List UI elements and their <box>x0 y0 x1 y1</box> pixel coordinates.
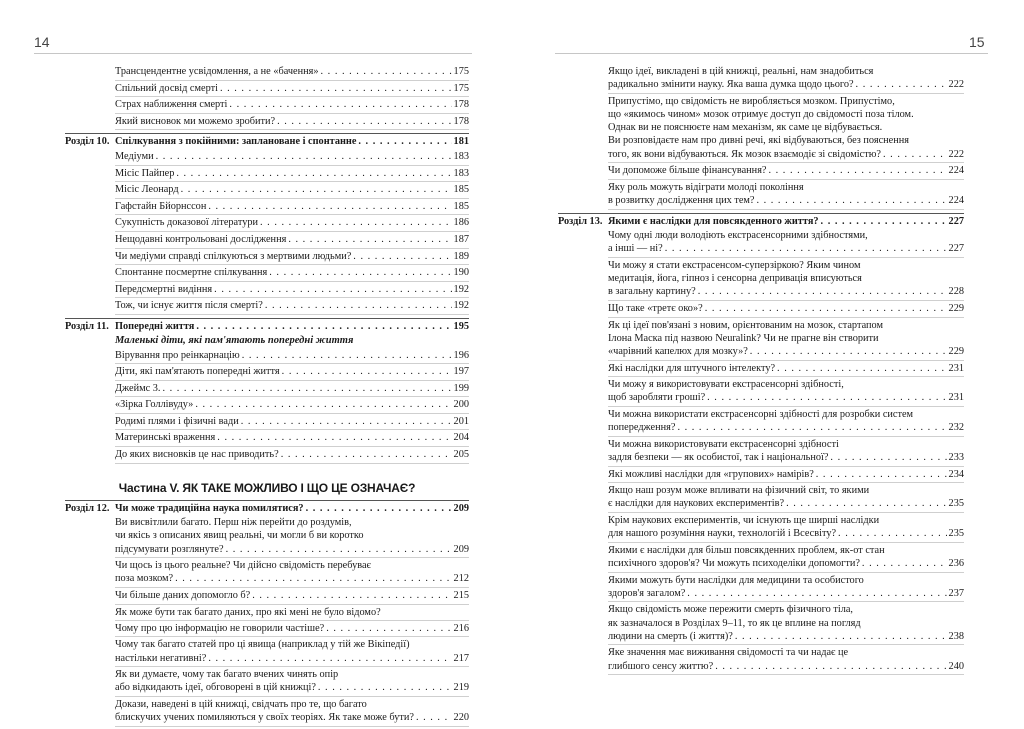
entry-title: поза мозком? <box>115 573 174 585</box>
entry-page: 236 <box>948 557 964 569</box>
toc-entry[interactable] <box>115 637 469 667</box>
entry-title: Нещодавні контрольовані дослідження <box>115 233 287 245</box>
dot-leader <box>816 468 947 482</box>
entry-line: Однак ви не пояснюєте нам механізм, як саме це відбувається. <box>608 122 883 134</box>
chapter-heading[interactable] <box>65 500 469 516</box>
left-header-rule <box>34 53 472 54</box>
chapter-page: 181 <box>453 136 469 148</box>
dot-leader <box>830 451 946 465</box>
toc-entry[interactable] <box>115 430 469 447</box>
entry-line: Чи можна використовувати екстрасенсорні здібності <box>608 438 839 450</box>
entry-page: 240 <box>948 660 964 672</box>
toc-entry[interactable] <box>115 697 469 727</box>
entry-page: 215 <box>453 590 469 602</box>
chapter-heading[interactable] <box>65 133 469 149</box>
entry-line: Якщо наш розум може впливати на фізичний світ, то якими <box>608 485 870 497</box>
toc-entry[interactable] <box>608 467 964 484</box>
entry-line: Припустімо, що свідомість не виробляється мозком. Припустімо, <box>608 95 895 107</box>
entry-title: радикально змінити науку. Яка ваша думка щодо цього? <box>608 79 854 91</box>
toc-entry[interactable] <box>115 515 469 558</box>
entry-title: Діти, які пам'ятають попередні життя <box>115 366 280 378</box>
toc-entry[interactable] <box>115 249 469 266</box>
entry-title: Який висновок ми можемо зробити? <box>115 115 276 127</box>
entry-page: 185 <box>453 184 469 196</box>
chapter-label: Розділ 12. <box>65 502 110 514</box>
dot-leader <box>241 415 452 429</box>
chapter-label: Розділ 10. <box>65 136 110 148</box>
dot-leader <box>750 345 947 359</box>
dot-leader <box>195 398 451 412</box>
dot-leader <box>226 543 452 557</box>
dot-leader <box>175 572 451 586</box>
entry-line: Чи щось із цього реальне? Чи дійсно свідомість перебуває <box>115 560 371 572</box>
entry-page: 192 <box>453 283 469 295</box>
entry-line: Як ви думаєте, чому так багато вчених чинять опір <box>115 669 339 681</box>
entry-page: 204 <box>453 432 469 444</box>
dot-leader <box>358 135 451 149</box>
dot-leader <box>208 652 451 666</box>
entry-title: Сукупність доказової літератури <box>115 217 259 229</box>
toc-entry[interactable] <box>608 437 964 467</box>
chapter-label: Розділ 13. <box>558 215 603 227</box>
entry-page: 222 <box>948 148 964 160</box>
entry-line: Чи можу я стати екстрасенсом-суперзіркою? Яким чином <box>608 259 861 271</box>
toc-entry[interactable] <box>115 414 469 431</box>
entry-line: чи якісь з описаних явищ реальні, чи могли б ви коротко <box>115 530 364 542</box>
toc-entry[interactable] <box>115 182 469 199</box>
dot-leader <box>217 431 451 445</box>
dot-leader <box>838 527 947 541</box>
dot-leader <box>265 299 452 313</box>
left-page-number: 14 <box>34 34 50 50</box>
dot-leader <box>306 502 452 516</box>
entry-line: Ви розповідаєте нам про дивні речі, які відбуваються, без пояснення <box>608 135 910 147</box>
toc-entry[interactable] <box>608 543 964 573</box>
toc-entry[interactable] <box>608 180 964 210</box>
dot-leader <box>786 497 946 511</box>
entry-title: глибшого сенсу життю? <box>608 660 714 672</box>
entry-line: Ви висвітлили багато. Перш ніж перейти до роздумів, <box>115 517 352 529</box>
entry-page: 185 <box>453 200 469 212</box>
entry-line: Ілона Маска під назвою Neuralink? Чи не прагне він створити <box>608 332 879 344</box>
chapter-title: Чи може традиційна наука помилятися? <box>115 502 304 514</box>
dot-leader <box>705 302 947 316</box>
dot-leader <box>277 115 451 129</box>
dot-leader <box>687 587 946 601</box>
dot-leader <box>176 167 451 181</box>
toc-entry[interactable] <box>115 447 469 464</box>
toc-entry[interactable] <box>115 298 469 315</box>
toc-entry[interactable] <box>115 558 469 588</box>
dot-leader <box>318 681 452 695</box>
toc-entry[interactable] <box>608 602 964 645</box>
chapter-heading[interactable] <box>65 318 469 334</box>
entry-title: Чи медіуми справді спілкуються з мертвими людьми? <box>115 250 352 262</box>
entry-page: 234 <box>948 468 964 480</box>
dot-leader <box>416 711 452 725</box>
dot-leader <box>715 660 946 674</box>
entry-page: 186 <box>453 217 469 229</box>
entry-title: Чому про цю інформацію не говорили частіше? <box>115 622 325 634</box>
entry-page: 232 <box>948 422 964 434</box>
entry-line: як зазначалося в Розділах 9–11, то як це вплине на погляд <box>608 617 861 629</box>
toc-entry[interactable] <box>115 282 469 299</box>
toc-entry[interactable] <box>608 377 964 407</box>
entry-line: Якими є наслідки для більш повсякденних проблем, як-от стан <box>608 544 885 556</box>
dot-leader <box>260 216 452 230</box>
entry-page: 229 <box>948 345 964 357</box>
entry-title: Чи більше даних допомогло б? <box>115 590 251 602</box>
entry-page: 231 <box>948 362 964 374</box>
dot-leader <box>326 622 451 636</box>
toc-entry[interactable] <box>115 199 469 216</box>
dot-leader <box>229 98 451 112</box>
entry-page: 227 <box>948 243 964 255</box>
entry-line: Якщо свідомість може пережити смерть фізичного тіла, <box>608 604 853 616</box>
entry-page: 238 <box>948 630 964 642</box>
entry-title: здоров'я загалом? <box>608 587 686 599</box>
entry-title: щоб заробляти гроші? <box>608 392 706 404</box>
entry-title: підсумувати розглянуте? <box>115 543 224 555</box>
chapter-page: 209 <box>453 502 469 514</box>
entry-line: Чому так багато статей про ці явища (наприклад у тій же Вікіпедії) <box>115 639 410 651</box>
toc-entry[interactable] <box>608 407 964 437</box>
toc-entry[interactable] <box>115 81 469 98</box>
entry-line: Крім наукових експериментів, чи існують ще ширші наслідки <box>608 514 880 526</box>
entry-title: для нашого розуміння науки, технологій і Всесвіту? <box>608 528 837 540</box>
dot-leader <box>156 150 452 164</box>
dot-leader <box>252 589 451 603</box>
toc-entry[interactable] <box>608 483 964 513</box>
entry-title: Трансцендентне усвідомлення, а не «бачення» <box>115 66 319 77</box>
entry-title: Передсмертні видіння <box>115 283 213 295</box>
chapter-subheading: Маленькі діти, які пам'ятають попередні життя <box>115 334 354 346</box>
entry-title: психічного здоров'я? Чи можуть психоделіки допомогти? <box>608 557 860 569</box>
entry-page: 237 <box>948 587 964 599</box>
dot-leader <box>777 362 947 376</box>
entry-title: Тож, чи існує життя після смерті? <box>115 300 263 312</box>
chapter-title: Якими є наслідки для повсякденного життя? <box>608 215 819 227</box>
entry-page: 190 <box>453 267 469 279</box>
entry-title: Родимі плями і фізичні вади <box>115 415 239 427</box>
entry-line: Докази, наведені в цій книжці, свідчать про те, що багато <box>115 699 367 711</box>
entry-line: Чому одні люди володіють екстрасенсорними здібностями, <box>608 230 868 242</box>
entry-page: 205 <box>453 449 469 461</box>
entry-page: 183 <box>453 167 469 179</box>
entry-page: 216 <box>453 622 469 634</box>
entry-title: людини на смерть (і життя)? <box>608 630 733 642</box>
entry-title: Материнські враження <box>115 432 216 444</box>
toc-entry[interactable] <box>115 621 469 638</box>
toc-entry[interactable] <box>608 318 964 361</box>
entry-page: 199 <box>453 382 469 394</box>
entry-line: Чи можна використати екстрасенсорні здібності для розробки систем <box>608 408 914 420</box>
part-heading: Частина V. ЯК ТАКЕ МОЖЛИВО І ЩО ЦЕ ОЗНАЧАЄ? <box>118 480 416 495</box>
entry-page: 178 <box>453 115 469 127</box>
entry-title: або відкидають ідеї, обговорені в цій книжці? <box>115 682 316 694</box>
dot-leader <box>707 391 946 405</box>
entry-title: Місіс Леонард <box>115 184 179 196</box>
toc-entry[interactable] <box>115 381 469 398</box>
entry-line: Як може бути так багато даних, про які мені не було відомо? <box>115 606 381 618</box>
dot-leader <box>665 242 947 256</box>
toc-entry[interactable] <box>115 605 469 621</box>
entry-line: Як ці ідеї пов'язані з новим, орієнтованим на мозок, стартапом <box>608 319 883 331</box>
entry-title: Чи допоможе більше фінансування? <box>608 165 767 177</box>
entry-line: Якими можуть бути наслідки для медицини та особистого <box>608 574 864 586</box>
toc-entry[interactable] <box>115 397 469 414</box>
entry-page: 175 <box>453 82 469 94</box>
entry-title: Спільний досвід смерті <box>115 82 218 94</box>
entry-title: Вірування про реінкарнацію <box>115 349 240 361</box>
entry-title: Місіс Пайпер <box>115 167 175 179</box>
toc-entry[interactable] <box>115 215 469 232</box>
entry-title: є наслідки для наукових експериментів? <box>608 498 785 510</box>
entry-page: 233 <box>948 451 964 463</box>
dot-leader <box>821 215 947 229</box>
toc-entry[interactable] <box>608 301 964 318</box>
entry-page: 175 <box>453 66 469 77</box>
toc-entry[interactable] <box>115 97 469 114</box>
toc-entry[interactable] <box>608 64 964 94</box>
entry-title: попередження? <box>608 422 676 434</box>
right-page-number: 15 <box>969 34 985 50</box>
toc-entry[interactable] <box>608 513 964 543</box>
entry-page: 178 <box>453 99 469 111</box>
entry-title: Які наслідки для штучного інтелекту? <box>608 362 776 374</box>
dot-leader <box>769 164 947 178</box>
chapter-heading[interactable] <box>558 213 964 229</box>
entry-title: Гафстайн Бйорнссон <box>115 200 207 212</box>
entry-page: 189 <box>453 250 469 262</box>
entry-page: 229 <box>948 302 964 314</box>
dot-leader <box>756 194 946 208</box>
entry-page: 224 <box>948 165 964 177</box>
toc-entry[interactable] <box>115 667 469 697</box>
entry-line: що «якимось чином» мозок отримує доступ до свідомості поза тілом. <box>608 109 914 120</box>
dot-leader <box>214 283 451 297</box>
dot-leader <box>862 557 947 571</box>
entry-title: Медіуми <box>115 150 154 162</box>
entry-title: Страх наближення смерті <box>115 99 228 111</box>
entry-line: Яку роль можуть відіграти молоді покоління <box>608 181 804 193</box>
entry-title: в розвитку дослідження цих тем? <box>608 195 755 206</box>
entry-title: настільки негативні? <box>115 652 207 664</box>
chapter-page: 195 <box>453 320 469 332</box>
dot-leader <box>220 82 452 96</box>
entry-page: 231 <box>948 392 964 404</box>
entry-page: 235 <box>948 528 964 540</box>
entry-line: Чи можу я використовувати екстрасенсорні здібності, <box>608 379 844 391</box>
dot-leader <box>677 421 946 435</box>
entry-page: 235 <box>948 498 964 510</box>
chapter-label: Розділ 11. <box>65 320 109 332</box>
entry-title: Що таке «третє око»? <box>608 302 703 314</box>
toc-entry[interactable] <box>115 348 469 365</box>
dot-leader <box>735 630 947 644</box>
dot-leader <box>281 448 452 462</box>
toc-entry[interactable] <box>115 364 469 381</box>
entry-title: До яких висновків це нас приводить? <box>115 449 279 461</box>
dot-leader <box>282 365 452 379</box>
entry-page: 212 <box>453 573 469 585</box>
toc-entry[interactable] <box>115 64 469 81</box>
dot-leader <box>181 183 452 197</box>
entry-page: 224 <box>948 195 964 206</box>
dot-leader <box>321 65 452 79</box>
toc-entry[interactable] <box>115 232 469 249</box>
entry-title: Спонтанне посмертне спілкування <box>115 267 268 279</box>
toc-entry[interactable] <box>115 166 469 183</box>
entry-page: 219 <box>453 682 469 694</box>
entry-page: 217 <box>453 652 469 664</box>
chapter-title: Попередні життя <box>115 320 195 332</box>
chapter-title: Спілкування з покійними: заплановане і спонтанне <box>115 136 357 148</box>
toc-entry[interactable] <box>115 265 469 282</box>
entry-line: Якщо ідеї, викладені в цій книжці, реальні, нам знадобиться <box>608 66 874 77</box>
entry-title: Які можливі наслідки для «групових» намірів? <box>608 468 814 480</box>
dot-leader <box>883 148 947 162</box>
dot-leader <box>353 250 451 264</box>
toc-entry[interactable] <box>608 163 964 180</box>
toc-entry[interactable] <box>608 645 964 675</box>
entry-title: Джеймс 3. <box>115 382 161 394</box>
toc-entry[interactable] <box>608 361 964 378</box>
entry-page: 201 <box>453 415 469 427</box>
entry-title: блискучих учених помиляються у своїх теоріях. Як таке може бути? <box>115 712 414 724</box>
entry-title: в загальну картину? <box>608 286 696 298</box>
dot-leader <box>242 349 452 363</box>
entry-page: 187 <box>453 233 469 245</box>
dot-leader <box>698 285 947 299</box>
entry-page: 197 <box>453 366 469 378</box>
toc-entry[interactable] <box>608 94 964 163</box>
entry-page: 228 <box>948 286 964 298</box>
right-page-toc <box>558 64 964 675</box>
dot-leader <box>196 320 451 334</box>
entry-title: а інші — ні? <box>608 243 663 255</box>
entry-title: «чарівний капелюх для мозку»? <box>608 345 748 357</box>
toc-entry[interactable] <box>115 588 469 605</box>
entry-page: 183 <box>453 150 469 162</box>
dot-leader <box>208 200 451 214</box>
dot-leader <box>856 78 947 92</box>
dot-leader <box>269 266 451 280</box>
left-page-toc <box>65 64 469 727</box>
entry-title: того, як вони відбуваються. Як мозок взаємодіє зі свідомістю? <box>608 148 882 160</box>
entry-page: 196 <box>453 349 469 361</box>
right-header-rule <box>555 53 988 54</box>
toc-entry[interactable] <box>608 258 964 301</box>
entry-line: Яке значення має виживання свідомості та чи надає це <box>608 647 849 659</box>
entry-title: задля безпеки — як особистої, так і національної? <box>608 451 829 463</box>
entry-page: 222 <box>948 79 964 91</box>
toc-entry[interactable] <box>115 114 469 131</box>
entry-title: «Зірка Голлівуду» <box>115 399 194 411</box>
toc-entry[interactable] <box>115 149 469 166</box>
chapter-page: 227 <box>948 215 964 227</box>
toc-entry[interactable] <box>608 573 964 603</box>
entry-page: 209 <box>453 543 469 555</box>
toc-entry[interactable] <box>608 228 964 258</box>
entry-page: 200 <box>453 399 469 411</box>
dot-leader <box>162 382 451 396</box>
entry-page: 192 <box>453 300 469 312</box>
dot-leader <box>288 233 451 247</box>
entry-page: 220 <box>453 712 469 724</box>
entry-line: медитація, йога, гіпноз і сенсорна депривація вписуються <box>608 273 862 285</box>
